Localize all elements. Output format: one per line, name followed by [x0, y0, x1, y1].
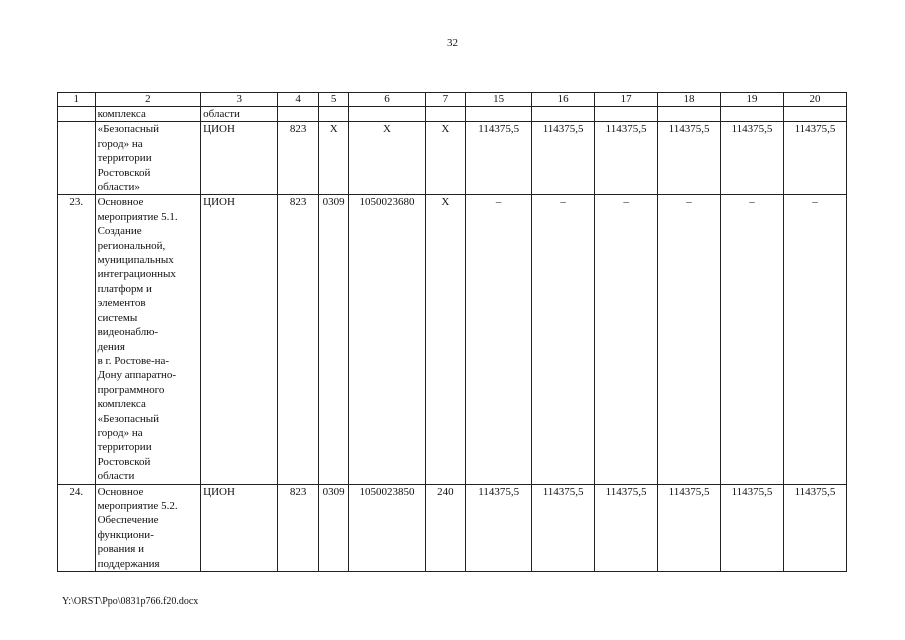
footer-file-path: Y:\ORST\Ppo\0831p766.f20.docx — [62, 596, 199, 607]
cell-5: 0309 — [318, 195, 348, 484]
cell-15: 114375,5 — [466, 484, 532, 571]
cell-4: 823 — [278, 195, 319, 484]
col-header-18: 18 — [658, 93, 721, 107]
measure-name: Основное мероприятие 5.1. Создание региональной, муниципальных интеграционных платформ и элементов системы видеонаблю- дения в г. Ростове-на- Дону аппаратно- программного комплекса «Безопасный город» на территории Ростовской области — [95, 195, 201, 484]
cell-17 — [595, 107, 658, 122]
cell-18 — [658, 107, 721, 122]
page-number: 32 — [447, 37, 458, 49]
cell-20: – — [783, 195, 846, 484]
table-row — [58, 107, 847, 122]
cell-20 — [783, 107, 846, 122]
col-header-15: 15 — [466, 93, 532, 107]
cell-17: – — [595, 195, 658, 484]
cell-7: Х — [425, 122, 466, 195]
cell-6: Х — [349, 122, 425, 195]
row-number: 23. — [58, 195, 96, 484]
cell-4: 823 — [278, 484, 319, 571]
cell-15 — [466, 107, 532, 122]
cell-18: – — [658, 195, 721, 484]
measure-name: Основное мероприятие 5.2. Обеспечение функциони- рования и поддержания — [95, 484, 201, 571]
cell-16: – — [532, 195, 595, 484]
cell-19: – — [721, 195, 784, 484]
cell-4: 823 — [278, 122, 319, 195]
cell-17: 114375,5 — [595, 484, 658, 571]
col-header-20: 20 — [783, 93, 846, 107]
col-header-17: 17 — [595, 93, 658, 107]
cell-6: 1050023850 — [349, 484, 425, 571]
row-number — [58, 107, 96, 122]
executor: ЦИОН — [201, 484, 278, 571]
cell-15: – — [466, 195, 532, 484]
col-header-6: 6 — [349, 93, 425, 107]
budget-table — [57, 92, 847, 572]
header-row — [58, 93, 847, 107]
col-header-19: 19 — [721, 93, 784, 107]
cell-7 — [425, 107, 466, 122]
cell-5: Х — [318, 122, 348, 195]
cell-6: 1050023680 — [349, 195, 425, 484]
cell-16 — [532, 107, 595, 122]
cell-18: 114375,5 — [658, 122, 721, 195]
cell-7: Х — [425, 195, 466, 484]
cell-19: 114375,5 — [721, 484, 784, 571]
col-header-5: 5 — [318, 93, 348, 107]
executor: ЦИОН — [201, 122, 278, 195]
cell-17: 114375,5 — [595, 122, 658, 195]
col-header-4: 4 — [278, 93, 319, 107]
col-header-1: 1 — [58, 93, 96, 107]
cell-19: 114375,5 — [721, 122, 784, 195]
executor: ЦИОН — [201, 195, 278, 484]
table-row — [58, 122, 847, 195]
cell-5: 0309 — [318, 484, 348, 571]
col-header-3: 3 — [201, 93, 278, 107]
cell-15: 114375,5 — [466, 122, 532, 195]
col-header-2: 2 — [95, 93, 201, 107]
cell-16: 114375,5 — [532, 122, 595, 195]
row-number: 24. — [58, 484, 96, 571]
cell-7: 240 — [425, 484, 466, 571]
cell-18: 114375,5 — [658, 484, 721, 571]
table-row — [58, 195, 847, 484]
cell-6 — [349, 107, 425, 122]
measure-name: «Безопасный город» на территории Ростовской области» — [95, 122, 201, 195]
row-number — [58, 122, 96, 195]
cell-5 — [318, 107, 348, 122]
col-header-16: 16 — [532, 93, 595, 107]
cell-4 — [278, 107, 319, 122]
measure-name: комплекса — [95, 107, 201, 122]
cell-19 — [721, 107, 784, 122]
cell-20: 114375,5 — [783, 122, 846, 195]
col-header-7: 7 — [425, 93, 466, 107]
cell-20: 114375,5 — [783, 484, 846, 571]
table-row — [58, 484, 847, 571]
executor: области — [201, 107, 278, 122]
cell-16: 114375,5 — [532, 484, 595, 571]
